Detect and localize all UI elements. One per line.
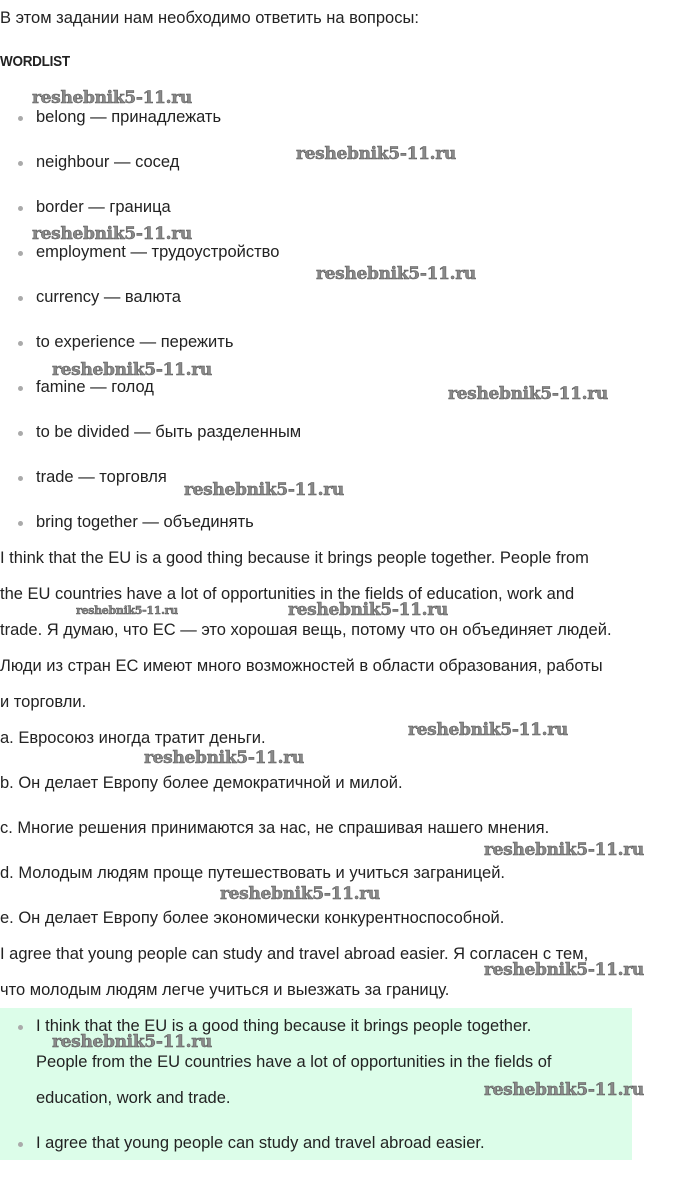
bullet-icon (18, 386, 23, 391)
list-item: to experience — пережить (36, 333, 234, 351)
list-item: belong — принадлежать (36, 108, 222, 126)
watermark: reshebnik5-11.ru (52, 360, 212, 380)
bullet-icon (18, 1025, 23, 1030)
answer-line: I think that the EU is a good thing because it brings people together. (36, 1017, 532, 1035)
paragraph-line: trade. Я думаю, что ЕС — это хорошая вещь, потому что он объединяет людей. (0, 621, 612, 639)
intro-text: В этом задании нам необходимо ответить на вопросы: (0, 9, 419, 27)
watermark: reshebnik5-11.ru (448, 384, 608, 404)
answer-line: People from the EU countries have a lot of opportunities in the fields of (36, 1053, 552, 1071)
bullet-icon (18, 251, 23, 256)
watermark: reshebnik5-11.ru (32, 88, 192, 108)
list-item: famine — голод (36, 378, 154, 396)
paragraph-line: the EU countries have a lot of opportunities in the fields of education, work and (0, 585, 575, 603)
watermark: reshebnik5-11.ru (316, 264, 476, 284)
bullet-icon (18, 296, 23, 301)
watermark: reshebnik5-11.ru (408, 720, 568, 740)
bullet-icon (18, 1142, 23, 1147)
watermark: reshebnik5-11.ru (484, 960, 644, 980)
bullet-icon (18, 206, 23, 211)
list-item: employment — трудоустройство (36, 243, 280, 261)
list-item: to be divided — быть разделенным (36, 423, 302, 441)
list-item: currency — валюта (36, 288, 181, 306)
answer-line: I agree that young people can study and travel abroad easier. (36, 1134, 485, 1152)
watermark: reshebnik5-11.ru (288, 600, 448, 620)
paragraph-line: I agree that young people can study and travel abroad easier. Я согласен с тем, (0, 945, 589, 963)
watermark: reshebnik5-11.ru (220, 884, 380, 904)
bullet-icon (18, 431, 23, 436)
option-e: e. Он делает Европу более экономически конкурентноспособной. (0, 909, 505, 927)
option-c: c. Многие решения принимаются за нас, не спрашивая нашего мнения. (0, 819, 550, 837)
list-item: trade — торговля (36, 468, 167, 486)
watermark: reshebnik5-11.ru (144, 748, 304, 768)
watermark: reshebnik5-11.ru (76, 604, 178, 617)
list-item: bring together — объединять (36, 513, 254, 531)
bullet-icon (18, 161, 23, 166)
paragraph-line: I think that the EU is a good thing because it brings people together. People from (0, 549, 589, 567)
bullet-icon (18, 476, 23, 481)
bullet-icon (18, 521, 23, 526)
paragraph-line: что молодым людям легче учиться и выезжать за границу. (0, 981, 450, 999)
list-item: border — граница (36, 198, 171, 216)
option-a: a. Евросоюз иногда тратит деньги. (0, 729, 266, 747)
watermark: reshebnik5-11.ru (32, 224, 192, 244)
bullet-icon (18, 116, 23, 121)
bullet-icon (18, 341, 23, 346)
paragraph-line: и торговли. (0, 693, 87, 711)
watermark: reshebnik5-11.ru (296, 144, 456, 164)
watermark: reshebnik5-11.ru (484, 840, 644, 860)
list-item: neighbour — сосед (36, 153, 180, 171)
wordlist-heading: WORDLIST (0, 53, 70, 70)
paragraph-line: Люди из стран ЕС имеют много возможностей в области образования, работы (0, 657, 603, 675)
option-b: b. Он делает Европу более демократичной и милой. (0, 774, 403, 792)
watermark: reshebnik5-11.ru (52, 1032, 212, 1052)
answer-line: education, work and trade. (36, 1089, 231, 1107)
option-d: d. Молодым людям проще путешествовать и учиться заграницей. (0, 864, 506, 882)
watermark: reshebnik5-11.ru (484, 1080, 644, 1100)
watermark: reshebnik5-11.ru (184, 480, 344, 500)
